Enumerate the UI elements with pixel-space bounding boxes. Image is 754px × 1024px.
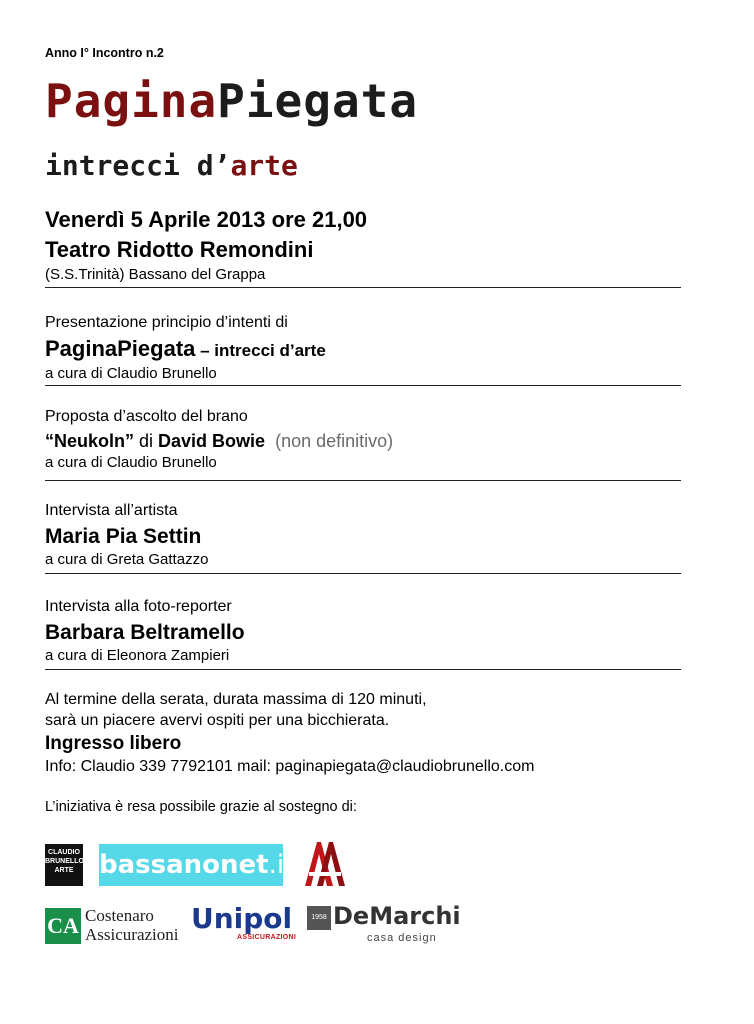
song-note: (non definitivo): [275, 431, 394, 451]
event-block: [45, 207, 681, 284]
brand-title-part2: Piegata: [217, 74, 419, 128]
divider: [45, 385, 681, 386]
section-intro: Intervista alla foto-reporter: [45, 598, 232, 615]
tagline-part1: intrecci d’: [45, 149, 231, 182]
logo-sub: casa design: [367, 932, 437, 944]
sponsors-intro: L’iniziativa è resa possibile grazie al sostegno di:: [45, 799, 357, 815]
contact-info: Info: Claudio 339 7792101 mail: paginapiegata@claudiobrunello.com: [45, 758, 535, 775]
section-title: Barbara Beltramello: [45, 621, 245, 644]
brand-title: [45, 74, 419, 128]
costenaro-logo: [45, 906, 185, 948]
section-title-rest: – intrecci d’arte: [195, 341, 326, 360]
logo-text: bassanonet: [99, 850, 269, 880]
bassanonet-logo: [99, 844, 295, 886]
logo-line: Assicurazioni: [85, 925, 179, 944]
section-listening: [45, 407, 681, 472]
closing-line2: sarà un piacere avervi ospiti per una bicchierata.: [45, 712, 390, 729]
aa-arte-logo: [299, 838, 345, 890]
song-of: di: [134, 431, 159, 451]
section-intro: Proposta d’ascolto del brano: [45, 408, 248, 425]
section-title: Maria Pia Settin: [45, 525, 202, 548]
divider: [45, 480, 681, 481]
sponsor-logos: [45, 838, 505, 958]
section-curator: a cura di Claudio Brunello: [45, 454, 217, 471]
logo-line: CLAUDIO: [48, 849, 80, 856]
section-title: [45, 336, 681, 364]
section-intro: Intervista all’artista: [45, 502, 178, 519]
event-date: Venerdì 5 Aprile 2013 ore 21,00: [45, 207, 368, 232]
free-entry: Ingresso libero: [45, 733, 182, 754]
sponsors-intro-wrap: [45, 798, 681, 817]
logo-line: ARTE: [54, 867, 74, 874]
brand-tagline: [45, 149, 298, 182]
section-title: [45, 430, 681, 453]
closing-block: [45, 689, 681, 777]
section-curator: a cura di Claudio Brunello: [45, 365, 217, 382]
event-location: (S.S.Trinità) Bassano del Grappa: [45, 266, 266, 283]
logo-year: 1958: [307, 906, 331, 930]
logo-sub: ASSICURAZIONI: [237, 934, 297, 941]
tagline-part2: arte: [230, 149, 298, 182]
section-curator: a cura di Eleonora Zampieri: [45, 647, 230, 664]
divider: [45, 287, 681, 288]
claudio-brunello-arte-logo: [45, 844, 83, 886]
demarchi-logo: [307, 902, 463, 948]
logo-line: Costenaro: [85, 906, 154, 925]
section-title-strong: PaginaPiegata: [45, 336, 196, 361]
edition-kicker: Anno I° Incontro n.2: [45, 46, 164, 60]
logo-text: Unipol: [191, 902, 293, 935]
song-artist: David Bowie: [158, 431, 266, 451]
logo-text: DeMarchi: [333, 902, 461, 930]
section-presentation: [45, 313, 681, 383]
aa-mark-icon: [299, 838, 345, 890]
event-venue: Teatro Ridotto Remondini: [45, 237, 314, 262]
closing-line1: Al termine della serata, durata massima di 120 minuti,: [45, 691, 427, 708]
logo-line: BRUNELLO: [45, 858, 84, 865]
section-artist-interview: [45, 501, 681, 569]
divider: [45, 573, 681, 574]
section-curator: a cura di Greta Gattazzo: [45, 551, 209, 568]
brand-title-part1: Pagina: [45, 74, 218, 128]
section-photo-reporter: [45, 597, 681, 665]
section-intro: Presentazione principio d’intenti di: [45, 314, 288, 331]
song-title: “Neukoln”: [45, 431, 135, 451]
costenaro-text: [85, 906, 178, 944]
unipol-logo: [191, 904, 301, 948]
logo-suffix: .it: [268, 850, 295, 880]
divider: [45, 669, 681, 670]
costenaro-mark-icon: CA: [45, 908, 81, 944]
